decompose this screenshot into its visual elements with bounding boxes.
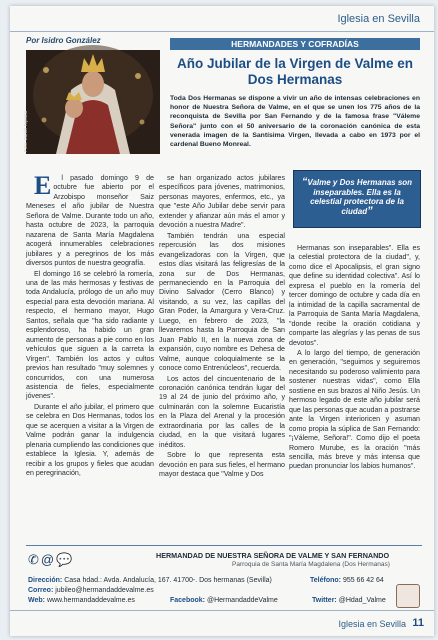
footer-divider: [26, 545, 422, 546]
paragraph: El domingo 16 se celebró la romería, una de las más hermosas y festivas de toda Andalucía, prólogo de un año muy especial para esta devoción mariana. Al respecto, el hermano mayor, Hugo Santos, señala que "ha sido radiante y esplendoroso, ha habido un gran aumento de personas a pie como en los vehículos que siguen a la carreta la Virgen". También los actos y cultos previos han resultado "muy solemnes y concurridos, con una numerosa asistencia de fieles, especialmente jóvenes".: [26, 269, 154, 401]
quote-mark-icon: “: [301, 176, 308, 188]
photo-credit: Foto: Daniel Tejerina: [23, 110, 28, 152]
category-band: HERMANDADES Y COFRADÍAS: [170, 38, 420, 50]
twitter-label: Twitter:: [312, 597, 337, 604]
paragraph: Hermanas son inseparables". Ella es la celestial protectora de la ciudad", y, como dice el Apocalipsis, el gran signo que define su identidad colectiva". Así lo expresa el pueblo en la romería del tercer domingo de octubre y cada día en la intimidad de la capilla sacramental de la Parroquia de Santa María Magdalena, "donde recibe la oración cotidiana y comparte las alegrías y las penas de sus devotos".: [289, 244, 420, 347]
web-link[interactable]: www.hermandaddevalme.es: [46, 597, 135, 604]
virgin-illustration: [26, 50, 160, 154]
chat-icon: 💬: [56, 552, 75, 567]
paragraph: [26, 171, 154, 269]
address-value: Casa hdad.: Avda. Andalucía, 167. 41700-. Dos hermanas (Sevilla): [64, 577, 272, 584]
phone-line: [310, 577, 384, 584]
email-icon: @: [40, 552, 57, 567]
email-link[interactable]: jubileo@hermandaddevalme.es: [55, 587, 154, 594]
phone-value: 955 66 42 64: [342, 577, 384, 584]
address-label: Dirección:: [28, 577, 63, 584]
facebook-link[interactable]: @HermandaddeValme: [206, 597, 278, 604]
web-line: [28, 597, 135, 604]
bottom-bar: [10, 610, 434, 636]
byline: Por Isidro González: [26, 36, 101, 45]
facebook-label: Facebook:: [170, 597, 206, 604]
paragraph: También tendrán una especial repercusión las dos misiones evangelizadoras con la Virgen, que estos días visitará las feligresías de la zona sur de Dos Hermanas, permaneciendo en la Parroquia del Divino Salvador (Cerro Blanco) y visitando, a su vez, las capillas del Gran Poder, la Amargura y Vera-Cruz. Luego, en febrero de 2023, "la llevaremos hasta la Parroquia de San Juan Pablo II, en la nueva zona de expansión, cuyo nombre es Dehesa de Valme, aunque coloquialmente se la conoce como Entrenúcleos", recuerda.: [159, 231, 285, 373]
facebook-line: [170, 597, 278, 604]
pull-quote: [293, 170, 421, 228]
paragraph: se han organizado actos jubilares específicos para jóvenes, matrimonios, personas mayores, enfermos, etc., ya que "este Año Jubilar debe servir para extender y afianzar aún más el amor y devoción a nuestra Madre".: [159, 174, 285, 230]
twitter-link[interactable]: @Hdad_Valme: [338, 597, 386, 604]
article-column-3: [289, 244, 420, 473]
article-column-2: [159, 174, 285, 481]
bottom-section-title: Iglesia en Sevilla: [338, 619, 406, 629]
drop-cap: E: [34, 171, 52, 200]
twitter-line: [312, 597, 386, 604]
paragraph: Durante el año jubilar, el primero que se celebra en Dos Hermanas, todos los que se acerquen a visitar a la Virgen de Valme podrán ganar la indulgencia plenaria cumpliendo las condiciones que establece la Iglesia. Y, además de recibir a los grupos y fieles que acudan en peregrinación,: [26, 402, 154, 478]
article-lead: Toda Dos Hermanas se dispone a vivir un año de intensas celebraciones en honor de Nuestra Señora de Valme, en el que se unen los 775 años de la reconquista de Sevilla por San Fernando y de la famosa frase "Váleme Señora" junto con el 50 aniversario de la coronación canónica de esta venerada imagen de la Santísima Virgen, llevada a cabo en 1973 por el cardenal Bueno Monreal.: [170, 95, 420, 149]
paragraph-text: l pasado domingo 9 de octubre fue abierto por el Arzobispo monseñor Saiz Meneses el año jubilar de Nuestra Señora de Valme. Durante todo un año, hasta octubre de 2023, la parroquia nazarena de Santa María Magdalena acogerá innumerables celebraciones jubilares y a peregrinos de los más diversos puntos de nuestra geografía.: [26, 174, 154, 268]
article-headline: Año Jubilar de la Virgen de Valme en Dos Hermanas: [176, 56, 414, 87]
org-name: HERMANDAD DE NUESTRA SEÑORA DE VALME Y SAN FERNANDO: [156, 551, 390, 560]
library-stamp-icon: [396, 584, 420, 608]
email-label: Correo:: [28, 587, 54, 594]
email-line: [28, 587, 154, 594]
phone-label: Teléfono:: [310, 577, 341, 584]
contact-icons: [28, 552, 74, 568]
address-line: [28, 577, 272, 584]
virgin-photo: [23, 50, 160, 154]
paragraph: Los actos del cincuentenario de la coronación canónica tendrán lugar del 19 al 24 de junio del próximo año, y culminarán con la solemne Eucaristía en la Plaza del Arenal y la procesión extraordinaria por las calles de la ciudad, en la que visitará lugares inéditos.: [159, 374, 285, 449]
quote-close-icon: ”: [367, 204, 373, 217]
top-bar: [10, 6, 434, 32]
magazine-page: [10, 6, 434, 636]
article-column-1: [26, 171, 154, 480]
org-parish: Parroquia de Santa María Magdalena (Dos Hermanas): [232, 561, 390, 568]
paragraph: A lo largo del tiempo, de generación en generación, "seguimos y seguiremos necesitando su poderoso valimiento para sostener nuestras vidas", como Ella sostiene en sus brazos al Niño Jesús. Un hermoso legado de este año jubilar será que las personas que acudan a postrarse ante la Virgen interioricen y asuman como propia la súplica de San Fernando: "¡Váleme, Señora!". Como dijo el poeta Romero Murube, es la oración "más sencilla, más breve y más intensa que puedan pronunciar los labios humanos".: [289, 348, 420, 471]
web-label: Web:: [28, 597, 45, 604]
section-title: Iglesia en Sevilla: [337, 13, 420, 25]
phone-icon: ✆: [28, 552, 41, 567]
page-number: 11: [412, 617, 424, 629]
paragraph: Sobre lo que representa esta devoción en para sus fieles, el hermano mayor destaca que "Valme y Dos: [159, 451, 285, 479]
pull-quote-text: Valme y Dos Hermanas son inseparables. Ella es la celestial protectora de la ciudad: [307, 178, 413, 216]
contact-footer: [10, 544, 434, 604]
